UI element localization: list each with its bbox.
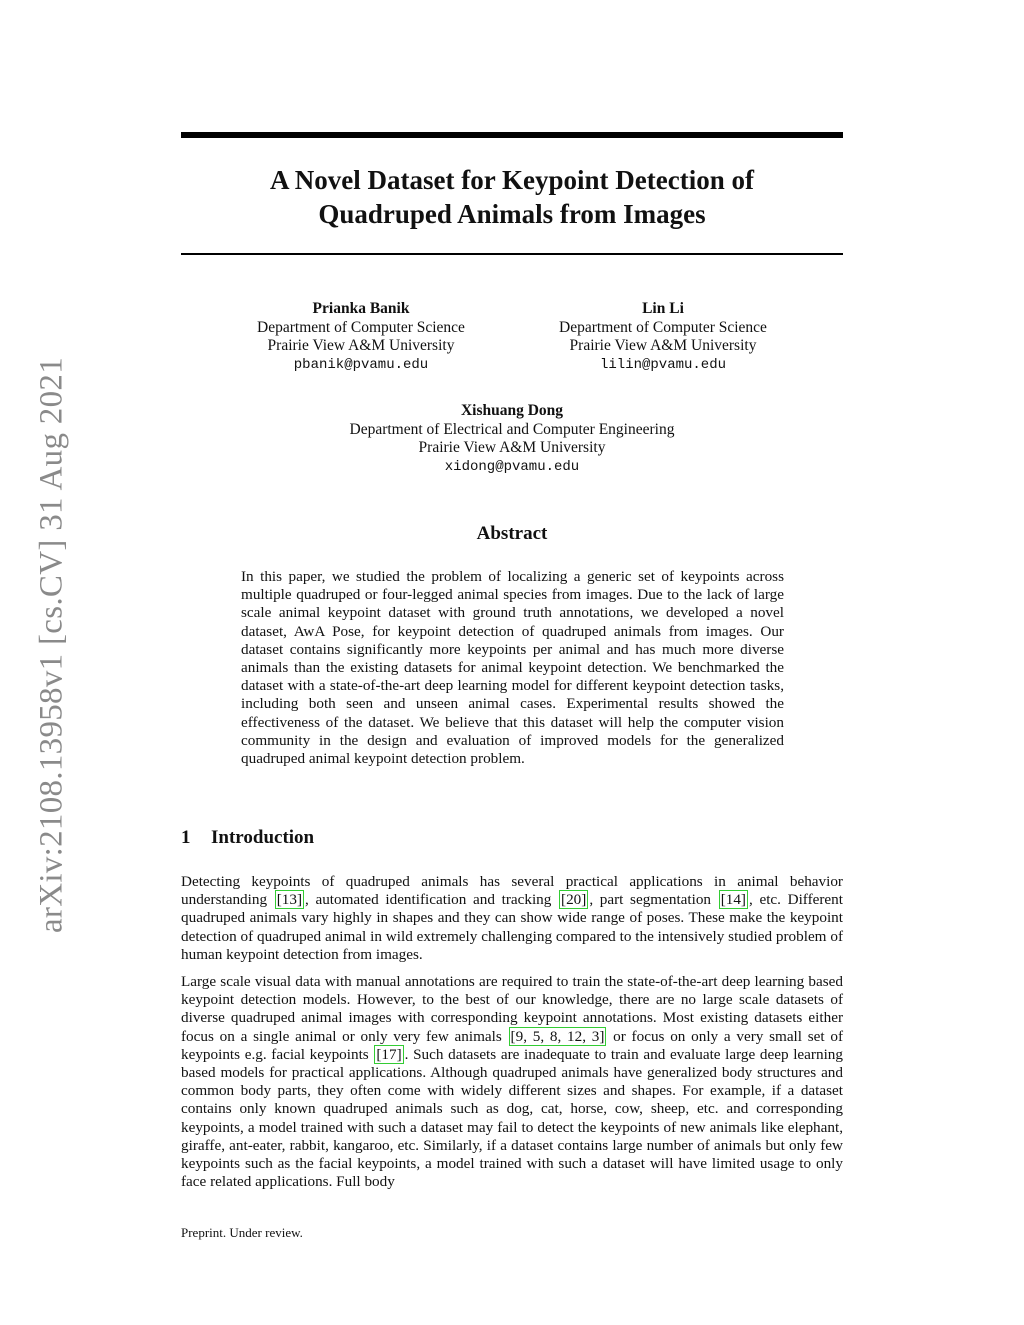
citation-link[interactable]: [17] xyxy=(376,1045,402,1063)
citation-link[interactable]: [9, 5, 8, 12, 3] xyxy=(510,1027,605,1045)
author-email[interactable]: pbanik@pvamu.edu xyxy=(293,356,429,373)
footer-note: Preprint. Under review. xyxy=(181,1225,303,1240)
author-dept: Department of Electrical and Computer Engineering xyxy=(349,420,675,438)
author-dept: Department of Computer Science xyxy=(559,318,767,336)
citation-link[interactable]: [14] xyxy=(720,891,746,909)
arxiv-stamp: arXiv:2108.13958v1 [cs.CV] 31 Aug 2021 xyxy=(33,356,70,934)
text-run: or focus on only a very small set of keypoints e.g. facial keypoints xyxy=(181,1027,844,1063)
author-name: Xishuang Dong xyxy=(460,402,564,419)
paper-title xyxy=(181,163,843,231)
author-univ: Prairie View A&M University xyxy=(267,337,455,354)
author-univ: Prairie View A&M University xyxy=(569,337,757,354)
section-number: 1 xyxy=(181,827,191,848)
citation-link[interactable]: [20] xyxy=(561,891,587,909)
section-title: Introduction xyxy=(211,827,315,848)
section-heading-introduction xyxy=(181,827,314,849)
text-run: . Such datasets are inadequate to train and evaluate large deep learning based models for practical applications. Although quadruped animals have generalized body structures and common body parts, they often come with widely different sizes and shapes. For example, if a dataset contains only known quadruped animals such as dog, cat, horse, cow, sheep, etc. and corresponding keypoints, a model trained with such a dataset may fail to detect the keypoints of new animals like elephant, giraffe, ant-eater, rabbit, kangaroo, etc. Similarly, if a dataset contains large number of animals but only few keypoints such as the facial keypoints, a model trained with such a dataset will have limited usage to only face related applications. Full body xyxy=(181,1045,843,1191)
author-name: Lin Li xyxy=(642,300,684,317)
author-email[interactable]: lilin@pvamu.edu xyxy=(599,356,727,373)
intro-paragraph-2 xyxy=(181,973,843,1191)
text-run: , etc. Different quadruped animals vary highly in shapes and they can show wide range of poses. These make the keypoint detection of quadruped animal in wild extremely challenging compared to the intensively studied problem of human keypoint detection from images. xyxy=(181,891,843,963)
arxiv-sidebar xyxy=(0,0,70,934)
text-run: , part segmentation xyxy=(589,891,718,909)
title-rule-top xyxy=(181,132,843,138)
author-dept: Department of Computer Science xyxy=(257,318,465,336)
author-email[interactable]: xidong@pvamu.edu xyxy=(444,458,580,475)
author-block-2 xyxy=(513,300,813,374)
intro-paragraph-1 xyxy=(181,873,843,964)
text-run: , automated identification and tracking xyxy=(305,891,559,909)
abstract-body: In this paper, we studied the problem of localizing a generic set of keypoints across multiple quadruped or four-legged animal species from images. Due to the lack of large scale animal keypoint dataset with ground truth annotations, we developed a novel dataset, AwA Pose, for keypoint detection of quadruped animals from images. Our dataset contains significantly more keypoints per animal and has much more diverse animals than the existing datasets for animal keypoint detection. We benchmarked the dataset with a state-of-the-art deep learning model for different keypoint detection tasks, including both seen and unseen animal cases. Experimental results showed the effectiveness of the dataset. We believe that this dataset will help the computer vision community in the design and evaluation of improved models for the generalized quadruped animal keypoint detection problem. xyxy=(241,568,784,768)
author-univ: Prairie View A&M University xyxy=(418,439,606,456)
abstract-heading: Abstract xyxy=(476,523,548,544)
citation-link[interactable]: [13] xyxy=(276,891,303,909)
text-run: Detecting keypoints of quadruped animals has several practical applications in animal behavior understanding xyxy=(181,873,843,909)
title-line-1: A Novel Dataset for Keypoint Detection of xyxy=(270,165,754,195)
author-block-1 xyxy=(211,300,511,374)
author-name: Prianka Banik xyxy=(312,300,410,317)
title-rule-bottom xyxy=(181,253,843,255)
title-line-2: Quadruped Animals from Images xyxy=(318,199,706,229)
text-run: Large scale visual data with manual annotations are required to train the state-of-the-art deep learning based keypoint detection models. However, to the best of our knowledge, there are no large scale datasets of diverse quadruped animal images with corresponding keypoint annotations. Most existing datasets either focus on a single animal or only very few animals xyxy=(181,973,843,1045)
author-block-3 xyxy=(312,402,712,476)
